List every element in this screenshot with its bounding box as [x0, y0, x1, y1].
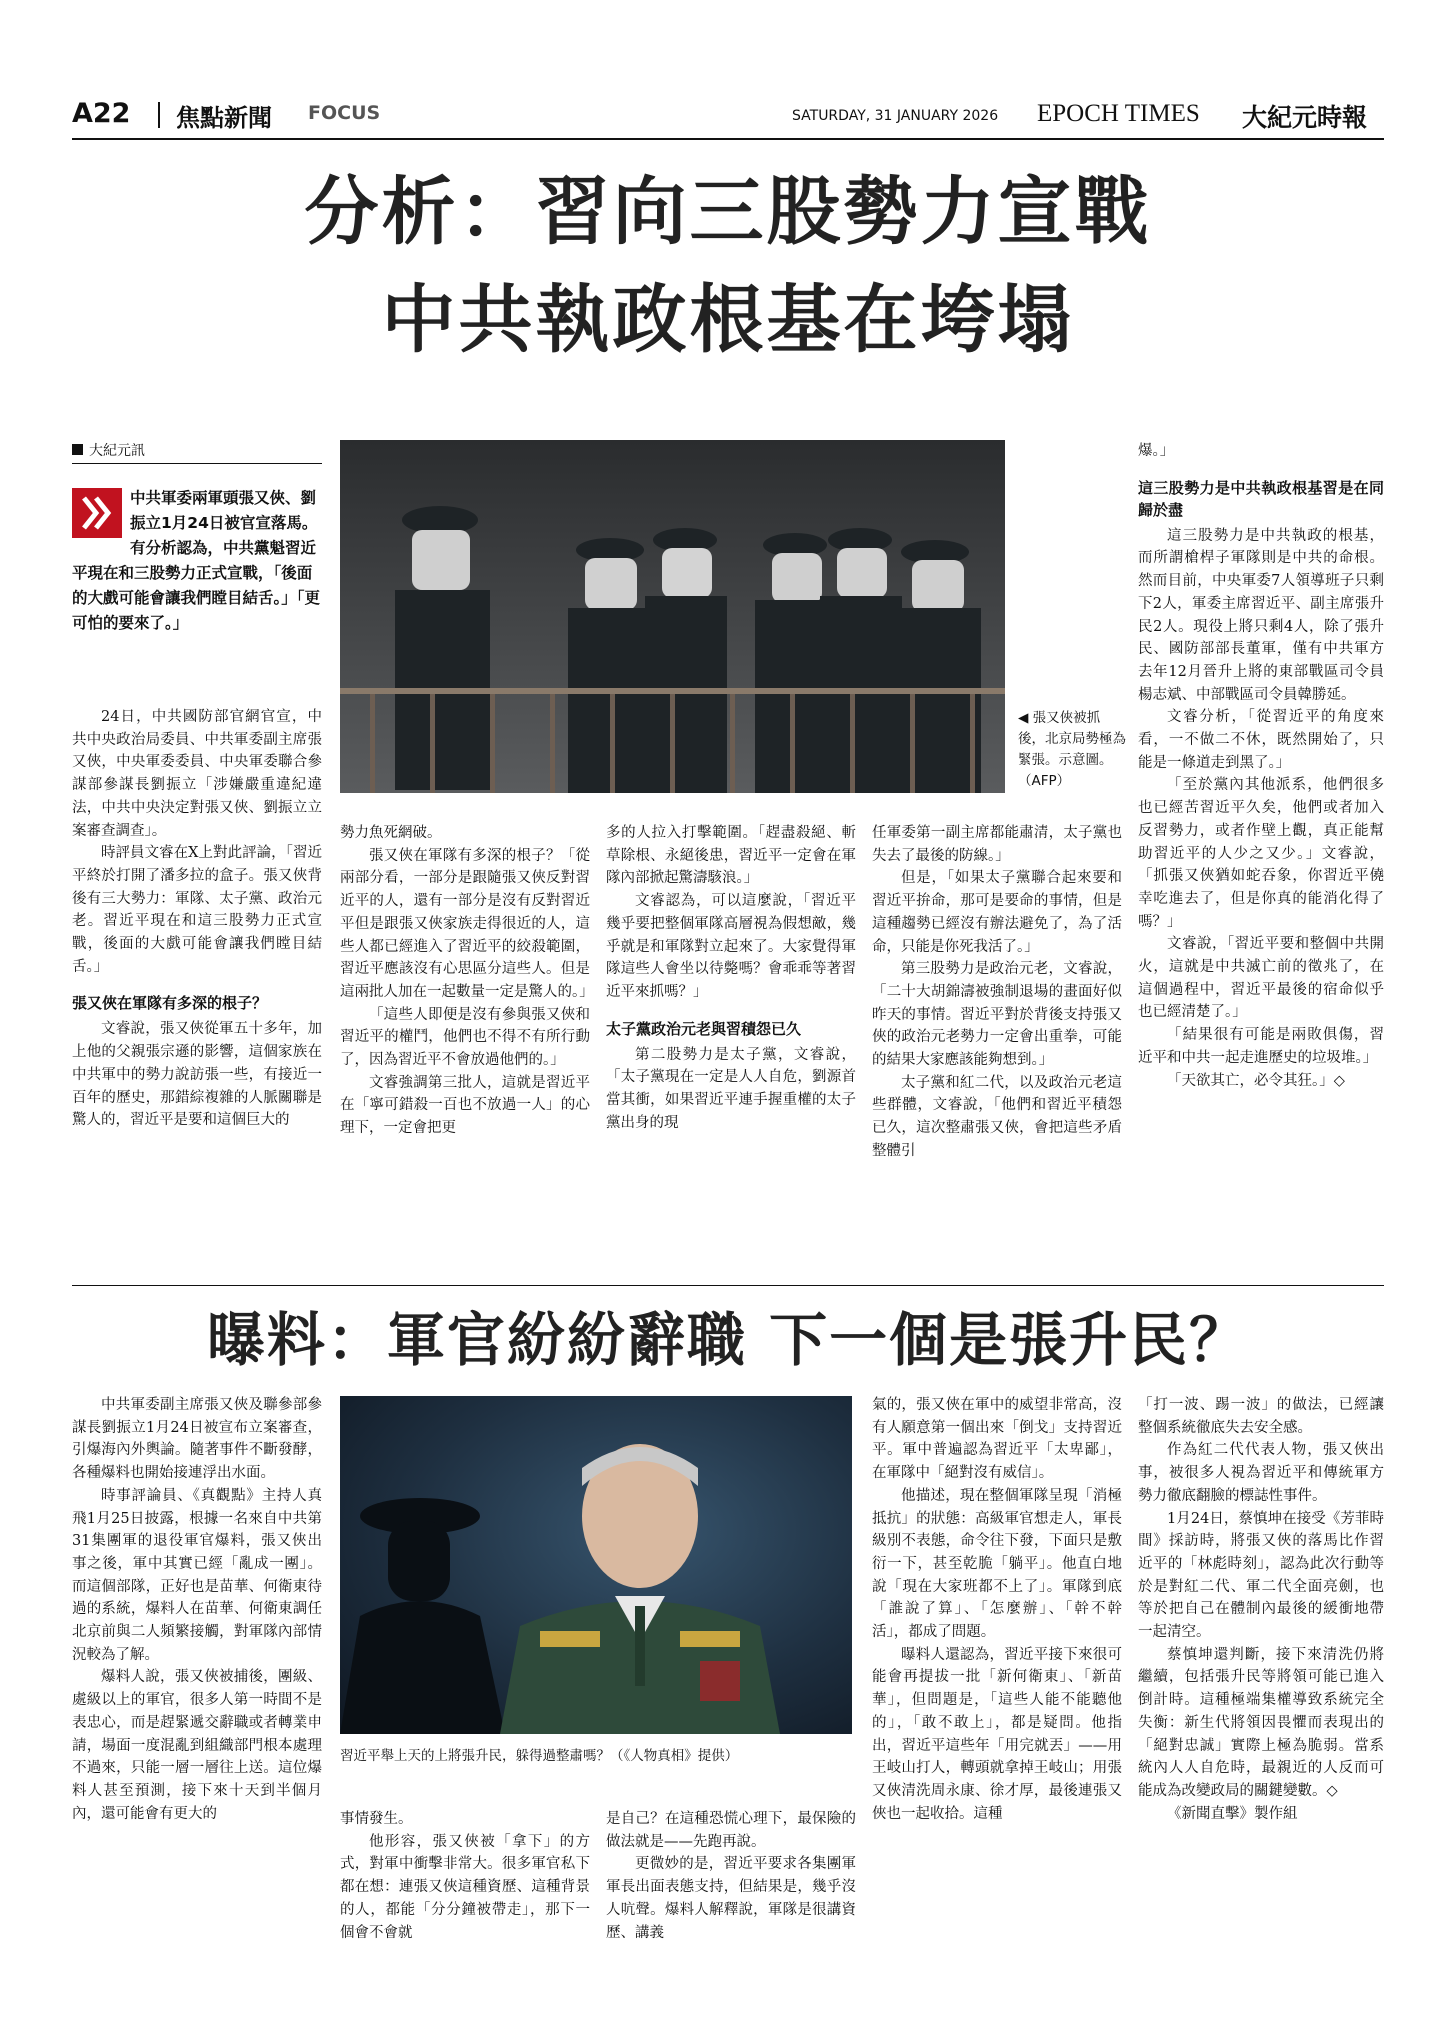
paragraph: 「結果很有可能是兩敗俱傷，習近平和中共一起走進歷史的垃圾堆。」: [1138, 1027, 1384, 1066]
paragraph: 氣的，張又俠在軍中的威望非常高，沒有人願意第一個出來「倒戈」支持習近平。軍中普遍認為習近平「太卑鄙」，在軍隊中「絕對沒有威信」。: [872, 1397, 1122, 1482]
paragraph: 事情發生。: [340, 1811, 413, 1827]
issue-date: SATURDAY, 31 JANUARY 2026: [792, 108, 999, 124]
paragraph: 24日，中共國防部官網官宣，中共中央政治局委員、中共軍委副主席張又俠，中央軍委委員、中央軍委聯合參謀部參謀長劉振立「涉嫌嚴重違紀違法，中共中央決定對張又俠、劉振立立案審查調查」。: [72, 709, 322, 839]
paragraph: 「至於黨內其他派系，他們很多也已經苦習近平久矣，他們或者加入反習勢力，或者作壁上觀，真正能幫助習近平的人少之又少。」文睿說，「抓張又俠猶如蛇吞象，你習近平僥幸吃進去了，但是你真的能消化得了嗎？」: [1138, 777, 1384, 930]
paragraph: 勢力魚死網破。: [340, 825, 442, 841]
paragraph: 他形容，張又俠被「拿下」的方式，對軍中衝擊非常大。很多軍官私下都在想：連張又俠這種資歷、這種背景的人，都能「分分鐘被帶走」，那下一個會不會就: [340, 1833, 590, 1941]
byline: [72, 440, 145, 460]
soldiers-photo: [340, 440, 1005, 793]
paragraph: 更微妙的是，習近平要求各集團軍軍長出面表態支持，但結果是，幾乎沒人吭聲。爆料人解釋說，軍隊是很講資歷、講義: [606, 1856, 856, 1941]
paragraph: 太子黨和紅二代，以及政治元老這些群體，文睿說，「他們和習近平積怨已久，這次整肅張又俠，會把這些矛盾整體引: [872, 1074, 1122, 1159]
paragraph: 文睿說，張又俠從軍五十多年，加上他的父親張宗遜的影響，這個家族在中共軍中的勢力說訪張一些，有接近一百年的歷史，那錯綜複雜的人脈關聯是驚人的，習近平是要和這個巨大的: [72, 1021, 322, 1129]
story2-column-4: [872, 1394, 1122, 1825]
paragraph: 這三股勢力是中共執政的根基，而所謂槍桿子軍隊則是中共的命根。然而目前，中央軍委7人領導班子只剩下2人，軍委主席習近平、副主席張升民2人。現役上將只剩4人，除了張升民、國防部部長董軍，僅有中共軍方去年12月晉升上將的東部戰區司令員楊志斌、中部戰區司令員韓勝延。: [1138, 527, 1384, 703]
page-number: A22: [72, 98, 131, 129]
paragraph: 「這些人即便是沒有參與張又俠和習近平的權鬥，他們也不得不有所行動了，因為習近平不會放過他們的。」: [340, 1006, 590, 1069]
paragraph: 多的人拉入打擊範圍。「趕盡殺絕、斬草除根、永絕後患，習近平一定會在軍隊內部掀起驚濤駭浪。」: [606, 825, 856, 887]
photo2-caption: 習近平舉上天的上將張升民，躲得過整肅嗎？（《人物真相》提供）: [340, 1748, 739, 1764]
chevron-right-icon: [72, 488, 122, 538]
credit-line: 《新聞直擊》製作組: [1167, 1805, 1298, 1822]
paragraph: 文睿說，「習近平要和整個中共開火，這就是中共滅亡前的徵兆了，在這個過程中，習近平最後的宿命似乎也已經清楚了。」: [1138, 936, 1384, 1021]
story1-column-3: [606, 822, 856, 1134]
story1-lead: [72, 486, 322, 636]
paragraph: 蔡慎坤還判斷，接下來清洗仍將繼續，包括張升民等將領可能已進入倒計時。這種極端集權導致系統完全失衡：新生代將領因畏懼而表現出的「絕對忠誠」實際上極為脆弱。當系統內人人自危時，最親近的人反而可能成為改變政局的關鍵變數。◇: [1138, 1646, 1384, 1799]
story2-column-2: [340, 1808, 590, 1944]
story1-headline: [72, 158, 1384, 374]
paragraph: 爆料人說，張又俠被捕後，團級、處級以上的軍官，很多人第一時間不是表忠心，而是趕緊遞交辭職或者轉業申請，場面一度混亂到組織部門根本處理不過來，只能一層一層往上送。這位爆料人甚至預測，接下來十天到半個月內，還可能會有更大的: [72, 1669, 322, 1822]
subheading: 這三股勢力是中共執政根基習是在同歸於盡: [1138, 478, 1384, 519]
paragraph: 「打一波、踢一波」的做法，已經讓整個系統徹底失去安全感。: [1138, 1397, 1384, 1436]
story-divider: [72, 1285, 1384, 1286]
subheading: 太子黨政治元老與習積怨已久: [606, 1019, 802, 1038]
photo1-caption: ◀ 張又俠被抓後，北京局勢極為緊張。示意圖。（AFP）: [1018, 710, 1126, 789]
paragraph: 文睿分析，「從習近平的角度來看，一不做二不休，既然開始了，只能是一條道走到黑了。」: [1138, 709, 1384, 771]
paragraph: 是自己？在這種恐慌心理下，最保險的做法就是——先跑再說。: [606, 1811, 856, 1850]
paragraph: 爆。」: [1138, 443, 1175, 459]
paragraph: 時事評論員、《真觀點》主持人真飛1月25日披露，根據一名來自中共第31集團軍的退役軍官爆料，張又俠出事之後，軍中其實已經「亂成一團」。而這個部隊，正好也是苗華、何衛東待過的系統，爆料人在苗華、何衛東調任北京前與二人頻繁接觸，對軍隊內部情況較為了解。: [72, 1487, 322, 1663]
general-portrait-photo: [340, 1396, 852, 1734]
paragraph: 作為紅二代代表人物，張又俠出事，被很多人視為習近平和傳統軍方勢力徹底翻臉的標誌性事件。: [1138, 1442, 1384, 1504]
paragraph: 曝料人還認為，習近平接下來很可能會再提拔一批「新何衛東」、「新苗華」，但問題是，「這些人能不能聽他的」，「敢不敢上」，都是疑問。他指出，習近平這些年「用完就丟」——用王岐山打人，轉頭就拿掉王岐山；用張又俠清洗周永康、徐才厚，最後連張又俠也一起收拾。這種: [872, 1646, 1122, 1822]
paragraph: 第二股勢力是太子黨，文睿說，「太子黨現在一定是人人自危，劉源首當其衝，如果習近平連手握重權的太子黨出身的現: [606, 1046, 856, 1131]
paragraph: 「天欲其亡，必令其狂。」◇: [1167, 1072, 1345, 1089]
paragraph: 文睿強調第三批人，這就是習近平在「寧可錯殺一百也不放過一人」的心理下，一定會把更: [340, 1074, 590, 1137]
paragraph: 時評員文睿在X上對此評論，「習近平終於打開了潘多拉的盒子。張又俠背後有三大勢力：軍隊、太子黨、政治元老。習近平現在和這三股勢力正式宣戰，後面的大戲可能會讓我們瞠目結舌。」: [72, 845, 322, 975]
header-divider: [158, 102, 160, 128]
masthead-en: EPOCH TIMES: [1037, 100, 1200, 127]
story1-column-2: [340, 822, 594, 1140]
byline-rule: [72, 463, 322, 464]
square-bullet-icon: [72, 444, 83, 455]
story2-column-3: [606, 1808, 856, 1944]
story1-headline-line2: 中共執政根基在垮塌: [381, 277, 1075, 363]
story1-headline-line1: 分析：習向三股勢力宣戰: [304, 169, 1152, 255]
story2-column-5: [1138, 1394, 1384, 1825]
story1-column-4: [872, 822, 1122, 1163]
paragraph: 1月24日，蔡慎坤在接受《芳菲時間》採訪時，將張又俠的落馬比作習近平的「林彪時刻」，認為此次行動等於是對紅二代、軍二代全面亮劍，也等於把自己在體制內最後的緩衝地帶一起清空。: [1138, 1510, 1384, 1641]
section-name-en: FOCUS: [308, 102, 381, 124]
page-header: [72, 96, 1384, 136]
subheading: 張又俠在軍隊有多深的根子？: [72, 994, 268, 1013]
paragraph: 第三股勢力是政治元老，文睿說，「二十大胡錦濤被強制退場的畫面好似昨天的事情。習近平對於背後支持張又俠的政治元老勢力一定會出重拳，可能的結果大家應該能夠想到。」: [872, 961, 1122, 1069]
byline-text: 大紀元訊: [89, 443, 145, 459]
paragraph: 中共軍委副主席張又俠及聯參部參謀長劉振立1月24日被宣布立案審查，引爆海內外輿論。隨著事件不斷發酵，各種爆料也開始接連浮出水面。: [72, 1397, 322, 1482]
paragraph: 他描述，現在整個軍隊呈現「消極抵抗」的狀態：高級軍官想走人，軍長級別不表態，命令往下發，下面只是敷衍一下，甚至乾脆「躺平」。他直白地說「現在大家班都不上了」。軍隊到底「誰說了算」、「怎麼辦」、「幹不幹活」，都成了問題。: [872, 1487, 1122, 1641]
header-rule: [72, 138, 1384, 140]
paragraph: 文睿認為，可以這麼說，「習近平幾乎要把整個軍隊高層視為假想敵，幾乎就是和軍隊對立起來了。大家覺得軍隊這些人會坐以待斃嗎？會乖乖等著習近平來抓嗎？」: [606, 893, 856, 1000]
paragraph: 但是，「如果太子黨聯合起來要和習近平拚命，那可是要命的事情，但是這種趨勢已經沒有辦法避免了，為了活命，只能是你死我活了。」: [872, 870, 1122, 955]
story2-headline: 曝料：軍官紛紛辭職 下一個是張升民？: [206, 1306, 1250, 1374]
paragraph: 張又俠在軍隊有多深的根子？「從兩部分看，一部分是跟隨張又俠反對習近平的人，還有一部分是沒有反對習近平但是跟張又俠家族走得很近的人，這些人都已經進入了習近平的絞殺範圍，習近平應該沒有心思區分這些人。但是這兩批人加在一起數量一定是驚人的。」: [340, 847, 594, 1000]
story1-column-5: [1138, 440, 1384, 1092]
lead-text: 中共軍委兩軍頭張又俠、劉振立1月24日被官宣落馬。有分析認為，中共黨魁習近平現在和三股勢力正式宣戰，「後面的大戲可能會讓我們瞠目結舌。」「更可怕的要來了。」: [72, 489, 321, 632]
masthead-cn: 大紀元時報: [1242, 103, 1368, 132]
paragraph: 任軍委第一副主席都能肅清，太子黨也失去了最後的防線。」: [872, 825, 1122, 864]
section-name: 焦點新聞: [176, 104, 272, 132]
story1-column-1: [72, 706, 322, 1132]
story2-column-1: [72, 1394, 322, 1825]
